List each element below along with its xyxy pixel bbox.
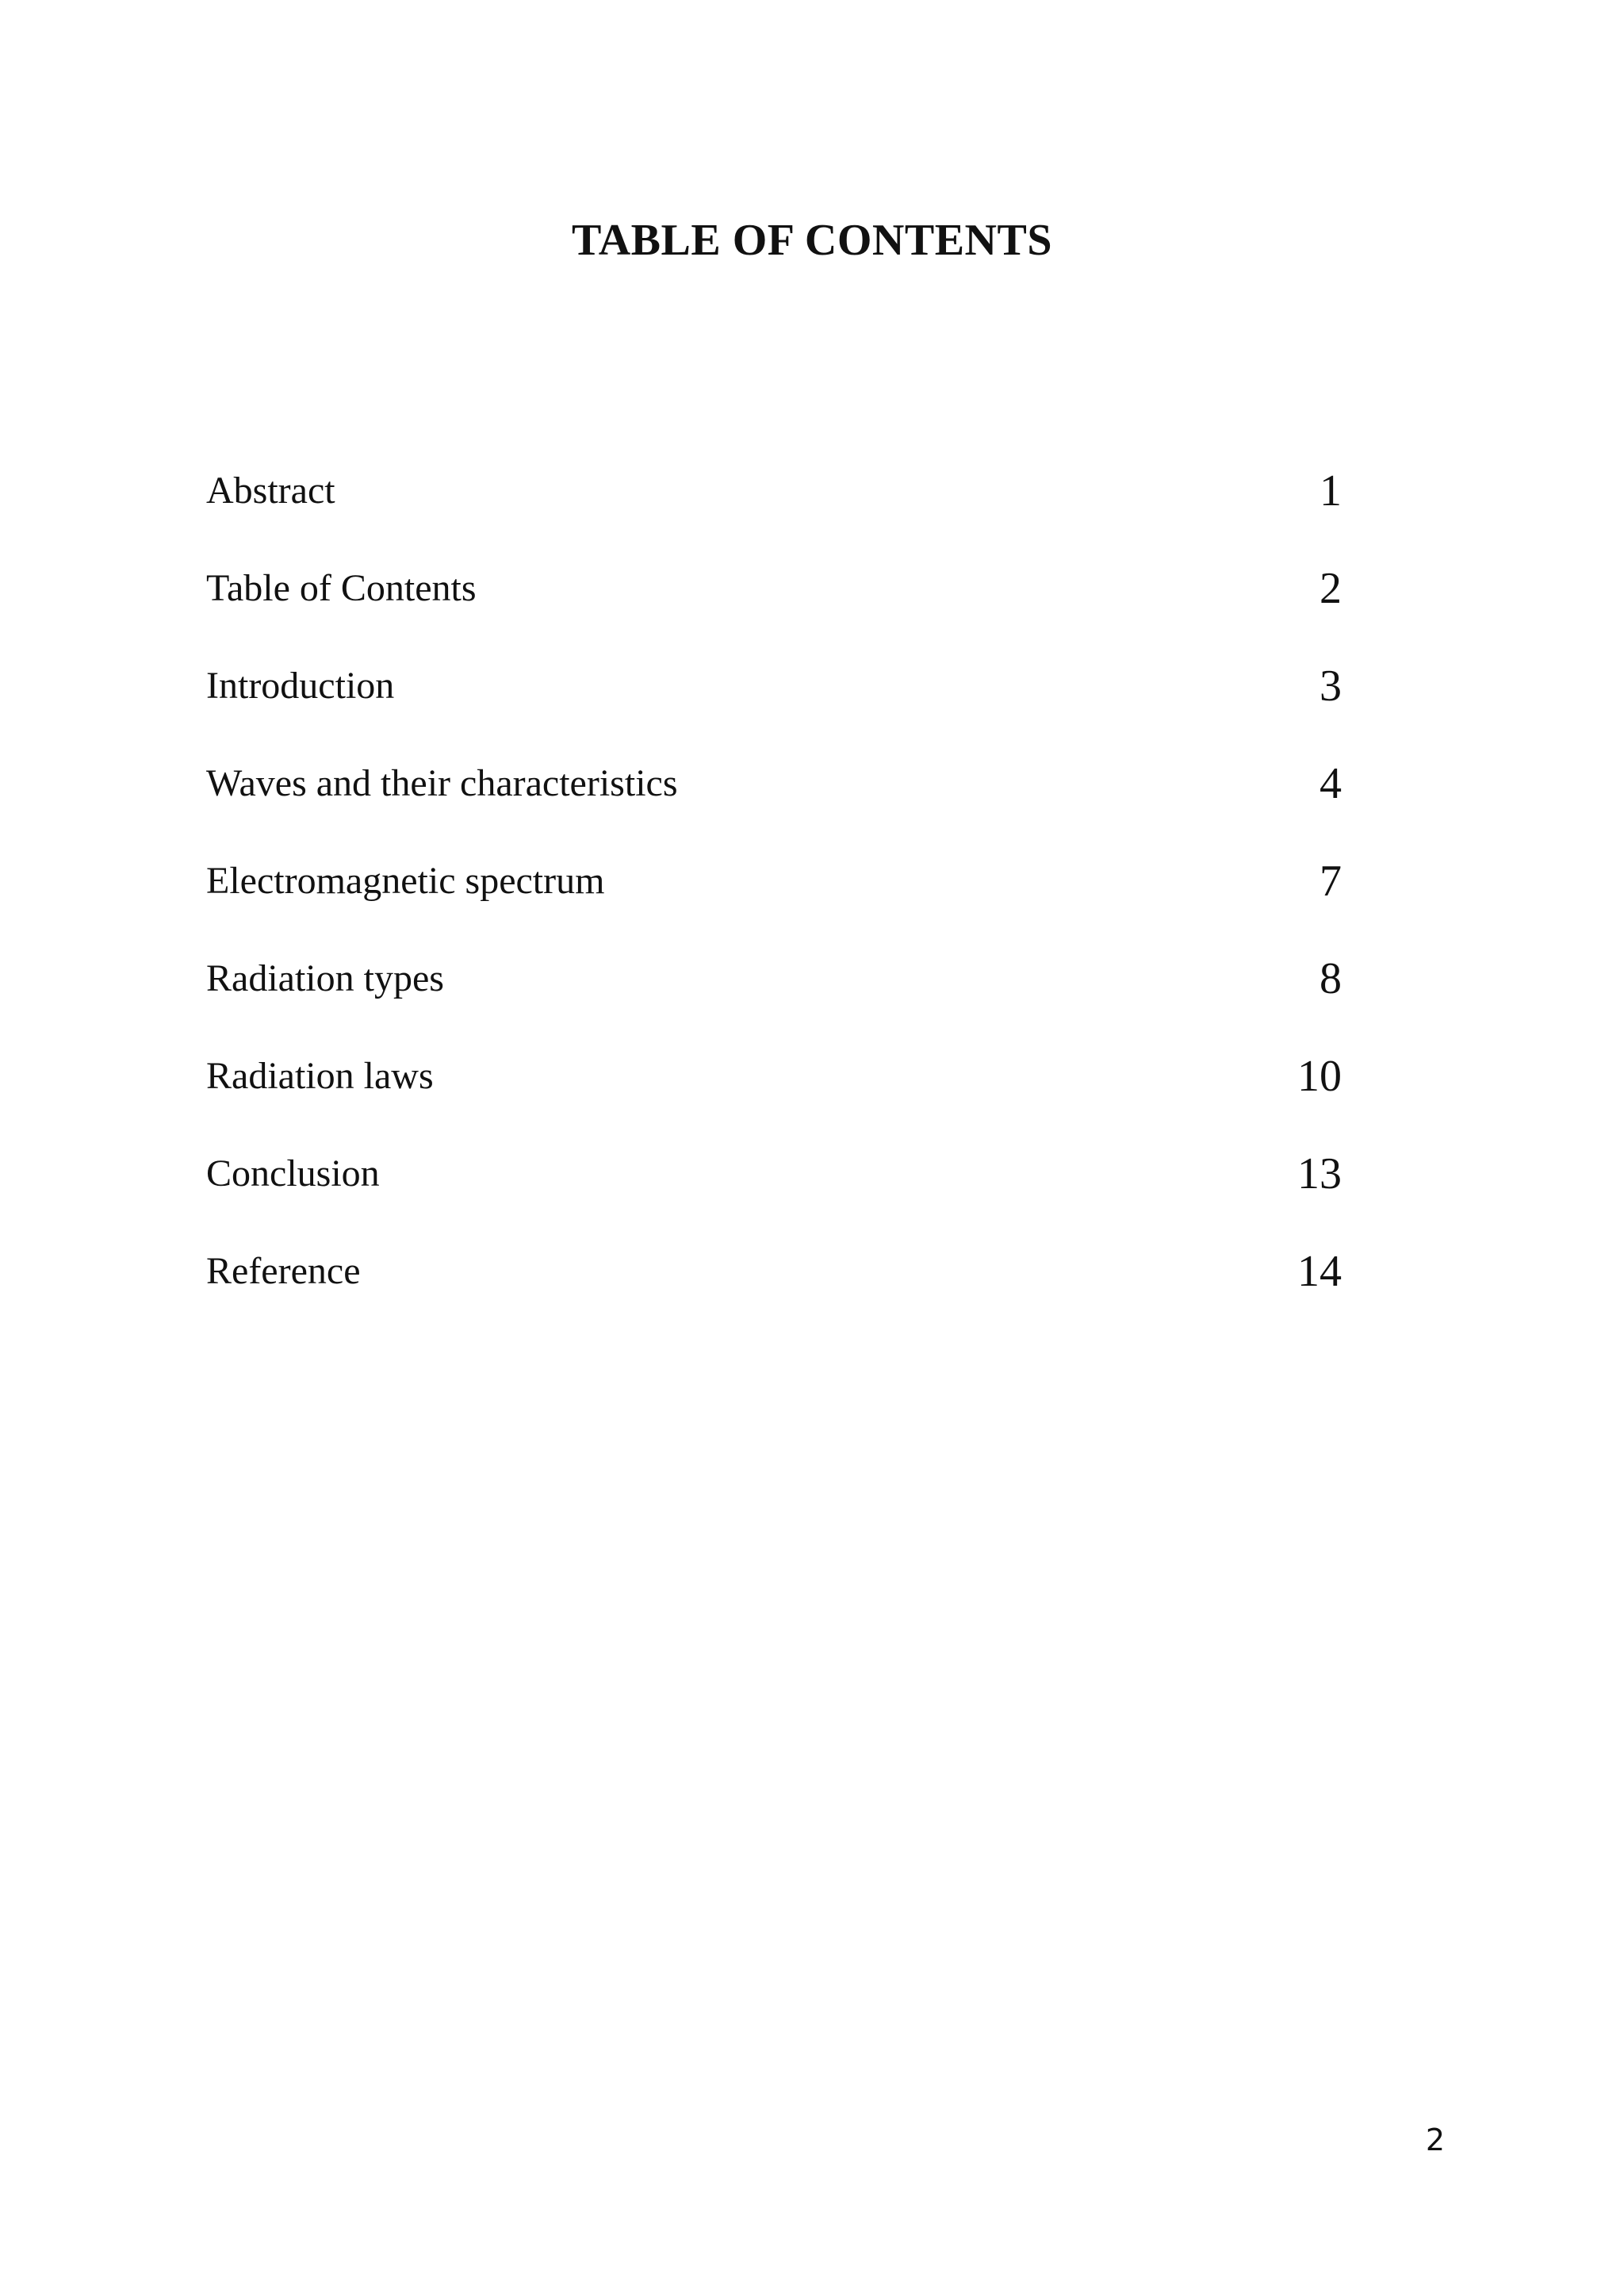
toc-entry-label: Reference — [206, 1250, 361, 1292]
toc-entry — [206, 858, 1342, 956]
toc-entry-label: Table of Contents — [206, 567, 477, 609]
toc-entry — [206, 1248, 1342, 1346]
toc-entry — [206, 566, 1342, 663]
toc-entry-page: 3 — [1320, 661, 1342, 711]
toc-entry-label: Waves and their characteristics — [206, 762, 678, 804]
toc-entry — [206, 468, 1342, 566]
toc-entry-label: Introduction — [206, 665, 395, 707]
toc-entry-label: Electromagnetic spectrum — [206, 860, 605, 902]
toc-entry — [206, 956, 1342, 1053]
toc-entry-page: 2 — [1320, 564, 1342, 613]
page-number: 2 — [1425, 2123, 1445, 2157]
toc-entry-page: 7 — [1320, 857, 1342, 906]
toc-entry — [206, 1053, 1342, 1151]
toc-entry-label: Abstract — [206, 470, 335, 512]
toc-entry-page: 1 — [1320, 466, 1342, 516]
toc-entry-label: Radiation types — [206, 957, 444, 999]
toc-entry-label: Conclusion — [206, 1152, 380, 1195]
toc-entry-page: 14 — [1297, 1247, 1342, 1296]
toc-entry-page: 8 — [1320, 954, 1342, 1003]
toc-list — [206, 468, 1342, 1346]
toc-entry-page: 4 — [1320, 759, 1342, 808]
toc-entry-page: 13 — [1297, 1149, 1342, 1198]
page-title: TABLE OF CONTENTS — [572, 216, 1052, 265]
toc-entry — [206, 1151, 1342, 1248]
toc-entry-page: 10 — [1297, 1052, 1342, 1101]
toc-entry — [206, 663, 1342, 761]
toc-entry-label: Radiation laws — [206, 1055, 434, 1097]
toc-entry — [206, 761, 1342, 858]
